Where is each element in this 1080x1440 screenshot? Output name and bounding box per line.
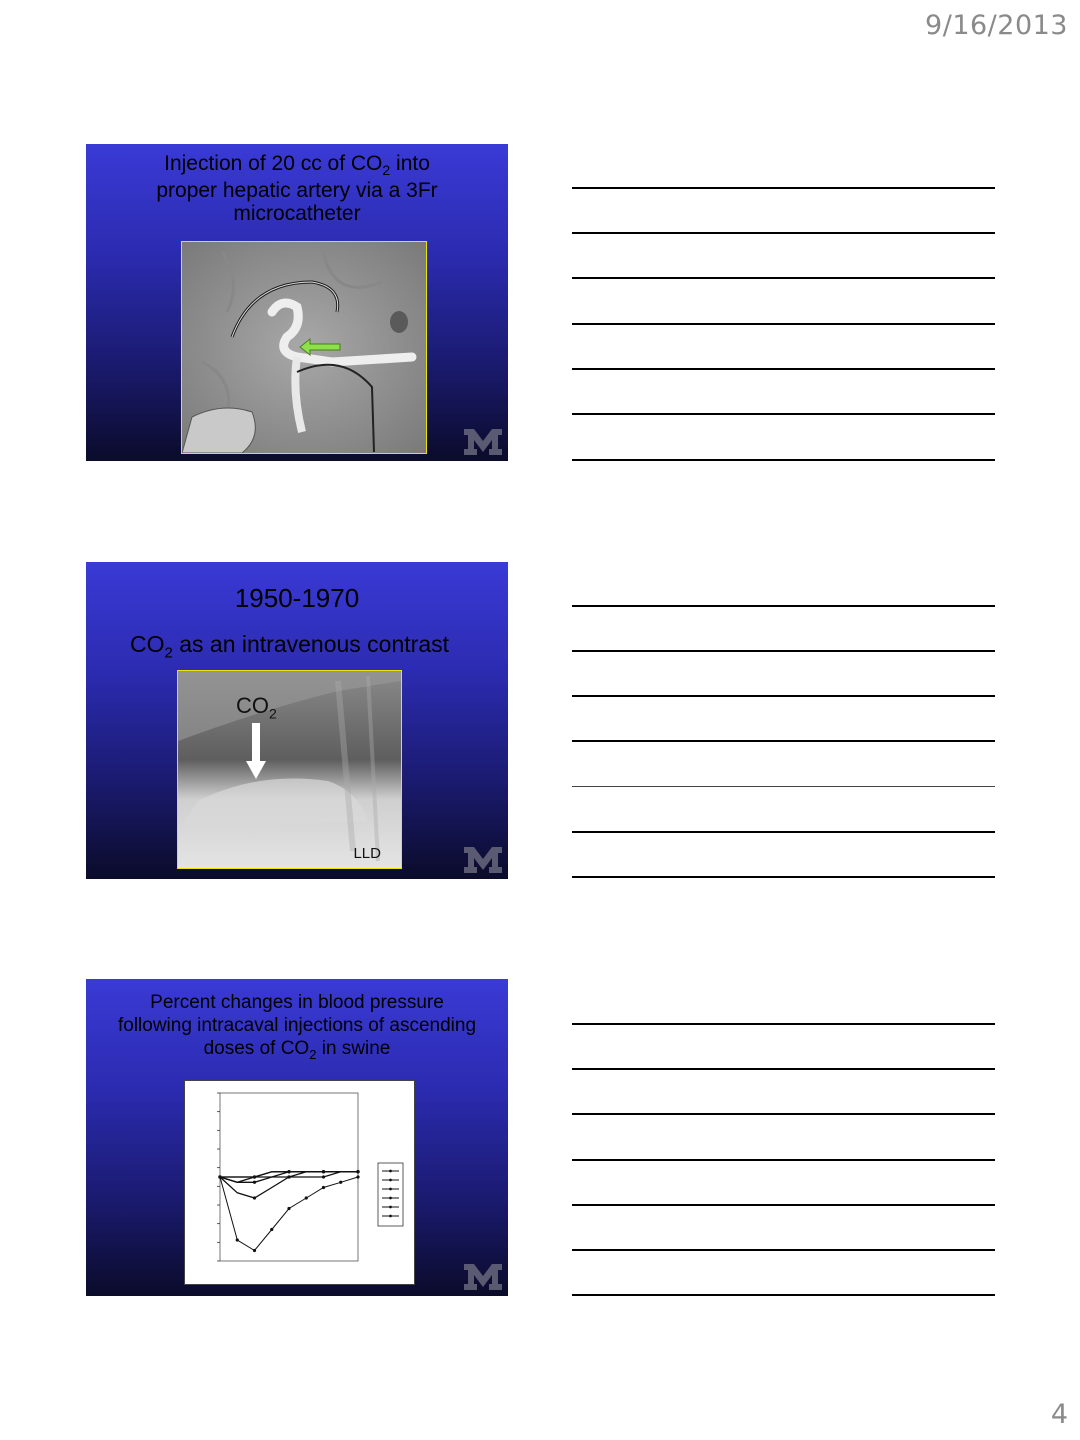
lld-label: LLD bbox=[353, 845, 381, 862]
co2-image-label: $CO_2$ bbox=[236, 693, 277, 722]
legend-marker bbox=[389, 1206, 392, 1209]
data-point bbox=[253, 1175, 256, 1178]
data-point bbox=[356, 1175, 359, 1178]
data-point bbox=[339, 1181, 342, 1184]
note-line bbox=[572, 1159, 995, 1161]
legend-marker bbox=[389, 1179, 392, 1182]
note-line bbox=[572, 831, 995, 833]
note-line bbox=[572, 277, 995, 279]
data-point bbox=[253, 1196, 256, 1199]
slide-3-title: Percent changes in blood pressure following intracaval injections of ascending doses of $CO_2$ in swine bbox=[117, 992, 477, 1062]
note-line bbox=[572, 459, 995, 461]
university-logo-icon bbox=[462, 427, 504, 457]
date-header: 9/16/2013 bbox=[925, 10, 1068, 41]
legend-marker bbox=[389, 1188, 392, 1191]
slide-1-title: Injection of 20 cc of $CO_2$ into proper hepatic artery via a 3Fr microcatheter bbox=[156, 152, 438, 226]
data-point bbox=[322, 1186, 325, 1189]
data-point bbox=[218, 1175, 221, 1178]
data-point bbox=[270, 1228, 273, 1231]
data-point bbox=[253, 1249, 256, 1252]
legend-marker bbox=[389, 1215, 392, 1218]
note-line bbox=[572, 740, 995, 742]
note-line bbox=[572, 232, 995, 234]
data-point bbox=[236, 1238, 239, 1241]
series-line-5 bbox=[220, 1177, 358, 1251]
note-line bbox=[572, 786, 995, 787]
data-point bbox=[253, 1181, 256, 1184]
data-point bbox=[305, 1196, 308, 1199]
white-down-arrow-icon bbox=[246, 723, 266, 779]
note-line bbox=[572, 1113, 995, 1115]
university-logo-icon bbox=[462, 1262, 504, 1292]
slide-2-years: 1950-1970 bbox=[234, 583, 360, 613]
page-number: 4 bbox=[1050, 1399, 1068, 1430]
data-point bbox=[356, 1170, 359, 1173]
slide-3-thumbnail bbox=[86, 979, 508, 1296]
note-line bbox=[572, 1204, 995, 1206]
note-line bbox=[572, 323, 995, 325]
data-point bbox=[322, 1170, 325, 1173]
note-line bbox=[572, 876, 995, 878]
note-line bbox=[572, 695, 995, 697]
note-line bbox=[572, 1249, 995, 1251]
hepatic-angiogram-image bbox=[181, 241, 427, 454]
note-line bbox=[572, 1068, 995, 1070]
note-line bbox=[572, 1294, 995, 1296]
data-point bbox=[322, 1175, 325, 1178]
data-point bbox=[287, 1170, 290, 1173]
note-line bbox=[572, 187, 995, 189]
venous-co2-xray-image bbox=[177, 670, 402, 869]
note-line bbox=[572, 413, 995, 415]
slide-2-subtitle: $CO_2$ as an intravenous contrast bbox=[130, 631, 450, 662]
blood-pressure-chart bbox=[184, 1080, 415, 1285]
university-logo-icon bbox=[462, 845, 504, 875]
slide-2-thumbnail bbox=[86, 562, 508, 879]
legend-marker bbox=[389, 1170, 392, 1173]
data-point bbox=[287, 1175, 290, 1178]
note-line bbox=[572, 368, 995, 370]
note-line bbox=[572, 605, 995, 607]
note-line bbox=[572, 1023, 995, 1025]
slide-1-thumbnail bbox=[86, 144, 508, 461]
legend-marker bbox=[389, 1197, 392, 1200]
note-line bbox=[572, 650, 995, 652]
data-point bbox=[287, 1207, 290, 1210]
